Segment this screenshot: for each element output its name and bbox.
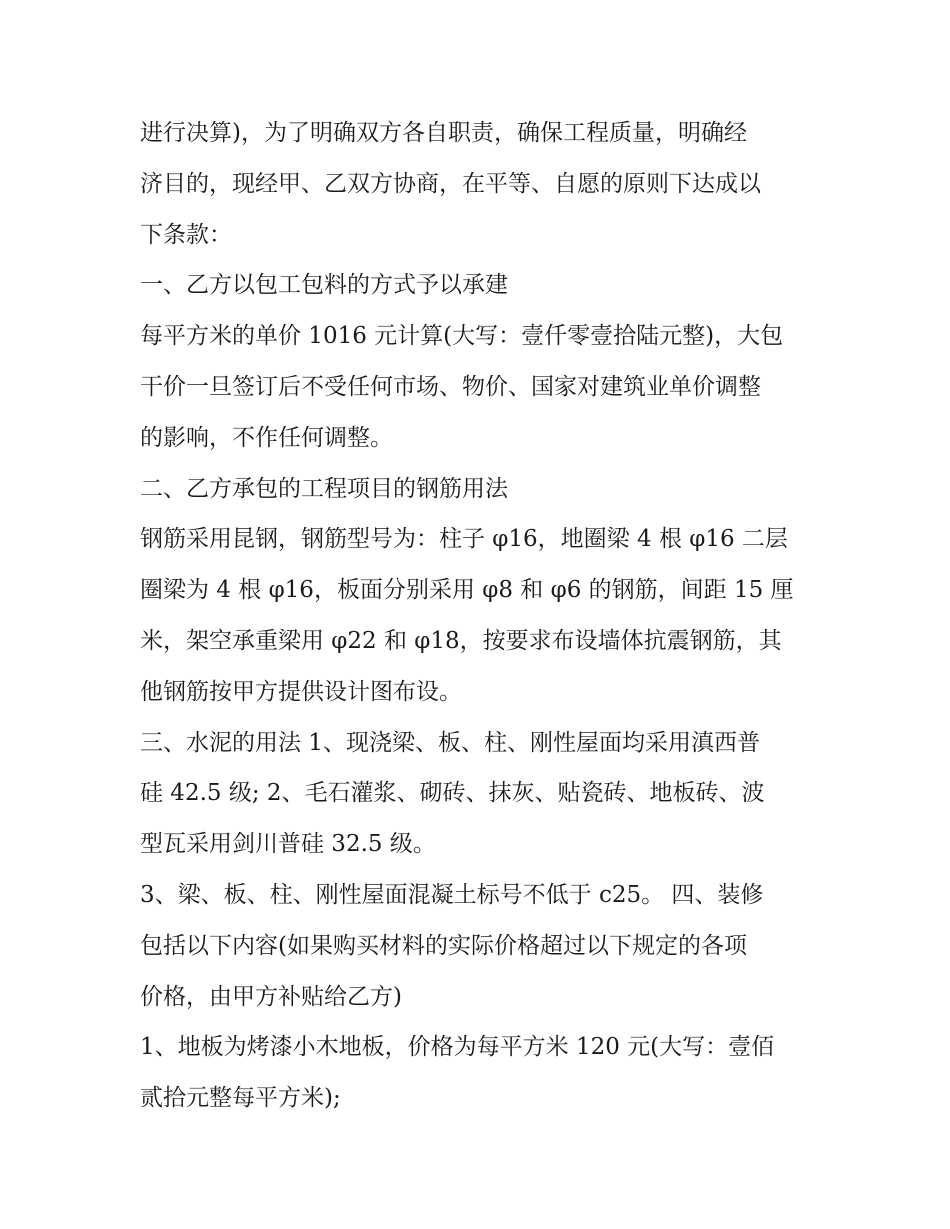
text-line: 米，架空承重梁用 φ22 和 φ18，按要求布设墙体抗震钢筋，其 (140, 627, 782, 654)
text-line: 1、地板为烤漆小木地板，价格为每平方米 120 元(大写：壹佰 (140, 1034, 775, 1061)
text-line: 贰拾元整每平方米); (140, 1085, 341, 1112)
text-line: 包括以下内容(如果购买材料的实际价格超过以下规定的各项 (140, 932, 747, 959)
text-line: 干价一旦签订后不受任何市场、物价、国家对建筑业单价调整 (140, 373, 761, 400)
contract-body-text (140, 108, 820, 1124)
text-line: 硅 42.5 级; 2、毛石灌浆、砌砖、抹灰、贴瓷砖、地板砖、波 (140, 780, 765, 807)
section-heading: 一、乙方以包工包料的方式予以承建 (140, 272, 508, 299)
text-line: 济目的，现经甲、乙双方协商，在平等、自愿的原则下达成以 (140, 170, 761, 197)
text-line: 钢筋采用昆钢，钢筋型号为：柱子 φ16，地圈梁 4 根 φ16 二层 (140, 526, 788, 553)
text-line: 进行决算)，为了明确双方各自职责，确保工程质量，明确经 (140, 120, 747, 146)
text-line: 价格，由甲方补贴给乙方) (140, 983, 402, 1010)
text-line: 每平方米的单价 1016 元计算(大写：壹仟零壹拾陆元整)，大包 (140, 323, 784, 350)
section-heading: 二、乙方承包的工程项目的钢筋用法 (140, 475, 508, 502)
text-line: 下条款： (140, 221, 232, 248)
text-line: 圈梁为 4 根 φ16，板面分别采用 φ8 和 φ6 的钢筋，间距 15 厘 (140, 577, 794, 604)
text-line: 他钢筋按甲方提供设计图布设。 (140, 678, 462, 705)
text-line: 型瓦采用剑川普硅 32.5 级。 (140, 831, 436, 858)
text-line: 3、梁、板、柱、刚性屋面混凝土标号不低于 c25。 四、装修 (140, 881, 764, 908)
section-heading: 三、水泥的用法 1、现浇梁、板、柱、刚性屋面均采用滇西普 (140, 729, 760, 756)
text-line: 的影响，不作任何调整。 (140, 424, 393, 451)
